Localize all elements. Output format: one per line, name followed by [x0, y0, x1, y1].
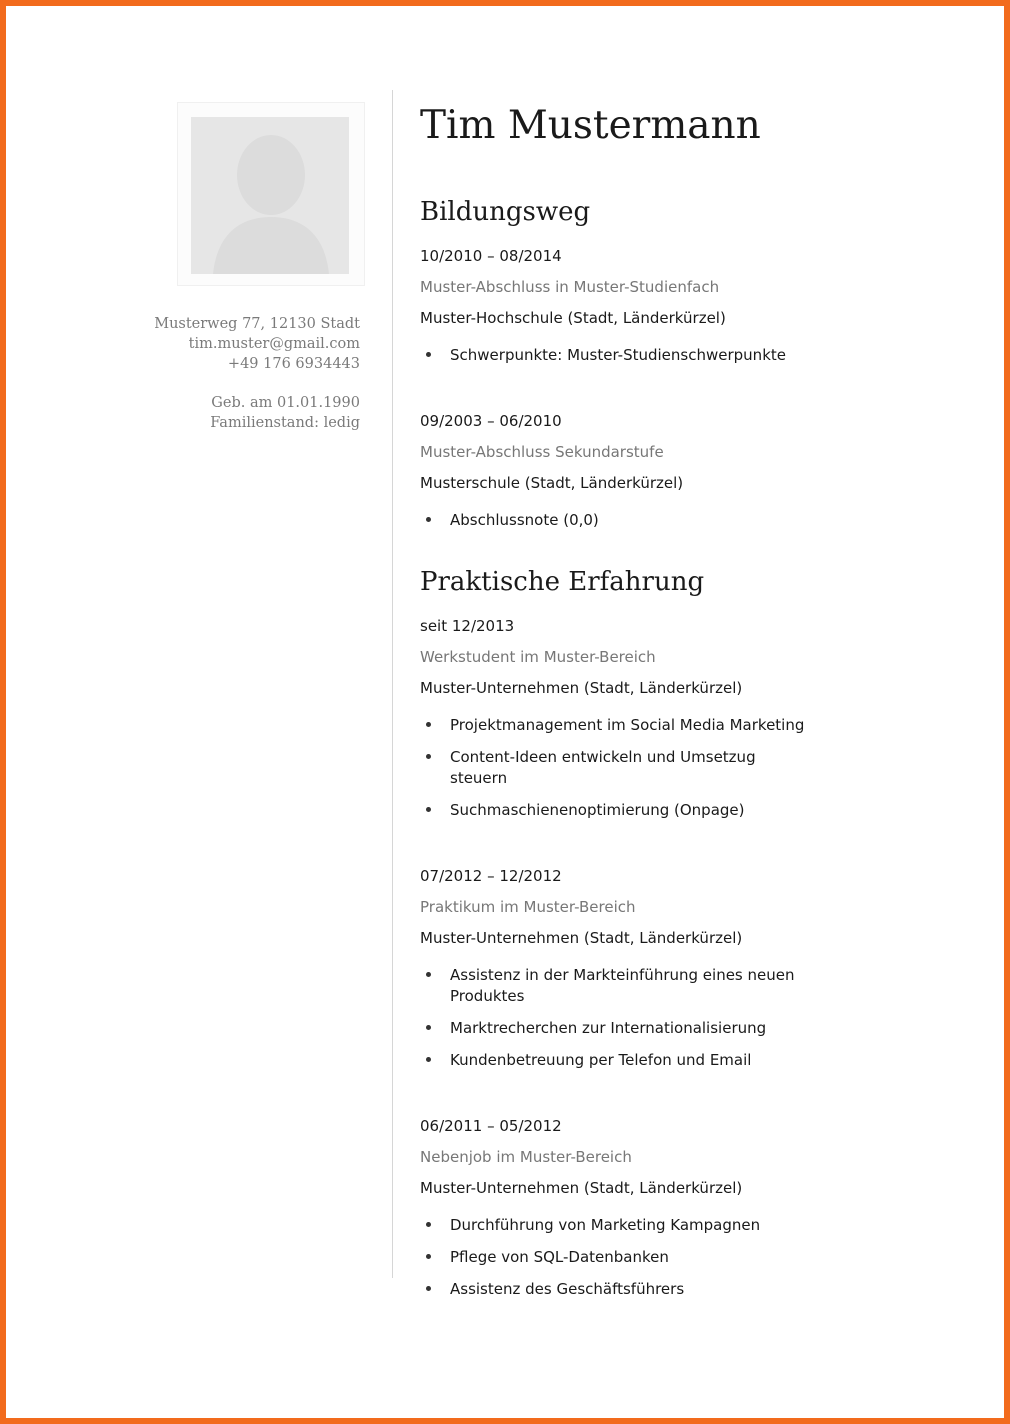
entry-organization: Muster-Unternehmen (Stadt, Länderkürzel) [420, 1179, 743, 1197]
entry-organization: Muster-Unternehmen (Stadt, Länderkürzel) [420, 679, 743, 697]
education-list [420, 241, 940, 531]
bullet-item: Pflege von SQL-Datenbanken [420, 1247, 810, 1268]
section-title-education: Bildungsweg [420, 197, 591, 227]
cv-entry [420, 861, 940, 1071]
email-text: tim.muster@gmail.com [188, 336, 360, 352]
birth-date-text: Geb. am 01.01.1990 [211, 395, 360, 411]
entry-date: seit 12/2013 [420, 617, 515, 635]
profile-photo-placeholder [191, 117, 349, 274]
bullet-item: Assistenz in der Markteinführung eines neuen Produktes [420, 965, 810, 1007]
cv-entry [420, 406, 940, 531]
bullet-item: Durchführung von Marketing Kampagnen [420, 1215, 810, 1236]
entry-date: 09/2003 – 06/2010 [420, 412, 562, 430]
bullet-item: Projektmanagement im Social Media Marketing [420, 715, 810, 736]
vertical-divider [392, 90, 393, 1278]
bullet-item: Abschlussnote (0,0) [420, 510, 810, 531]
cv-entry [420, 241, 940, 366]
section-title-experience: Praktische Erfahrung [420, 567, 705, 597]
bullet-item: Marktrecherchen zur Internationalisierung [420, 1018, 810, 1039]
entry-bullet-list [420, 1215, 940, 1300]
contact-block [96, 314, 360, 374]
main-column [420, 96, 940, 1300]
entry-role: Muster-Abschluss Sekundarstufe [420, 443, 664, 461]
experience-list [420, 611, 940, 1300]
entry-bullet-list [420, 345, 940, 366]
entry-date: 10/2010 – 08/2014 [420, 247, 562, 265]
entry-role: Muster-Abschluss in Muster-Studienfach [420, 278, 720, 296]
phone-text: +49 176 6934443 [227, 356, 360, 372]
bullet-item: Kundenbetreuung per Telefon und Email [420, 1050, 810, 1071]
cv-entry [420, 1111, 940, 1300]
bullet-item: Suchmaschienenoptimierung (Onpage) [420, 800, 810, 821]
person-silhouette-icon [191, 117, 349, 274]
entry-organization: Musterschule (Stadt, Länderkürzel) [420, 474, 684, 492]
entry-date: 06/2011 – 05/2012 [420, 1117, 562, 1135]
address-text: Musterweg 77, 12130 Stadt [154, 316, 360, 332]
personal-details-block [96, 393, 360, 433]
photo-frame [177, 102, 365, 286]
entry-date: 07/2012 – 12/2012 [420, 867, 562, 885]
bullet-item: Schwerpunkte: Muster-Studienschwerpunkte [420, 345, 810, 366]
entry-bullet-list [420, 715, 940, 821]
entry-bullet-list [420, 510, 940, 531]
entry-role: Praktikum im Muster-Bereich [420, 898, 636, 916]
entry-role: Werkstudent im Muster-Bereich [420, 648, 656, 666]
cv-entry [420, 611, 940, 821]
entry-role: Nebenjob im Muster-Bereich [420, 1148, 632, 1166]
entry-organization: Muster-Hochschule (Stadt, Länderkürzel) [420, 309, 726, 327]
cv-page [6, 6, 1004, 1418]
entry-bullet-list [420, 965, 940, 1071]
marital-status-text: Familienstand: ledig [210, 415, 360, 431]
entry-organization: Muster-Unternehmen (Stadt, Länderkürzel) [420, 929, 743, 947]
bullet-item: Assistenz des Geschäftsführers [420, 1279, 810, 1300]
bullet-item: Content-Ideen entwickeln und Umsetzug steuern [420, 747, 810, 789]
person-name: Tim Mustermann [420, 103, 761, 148]
